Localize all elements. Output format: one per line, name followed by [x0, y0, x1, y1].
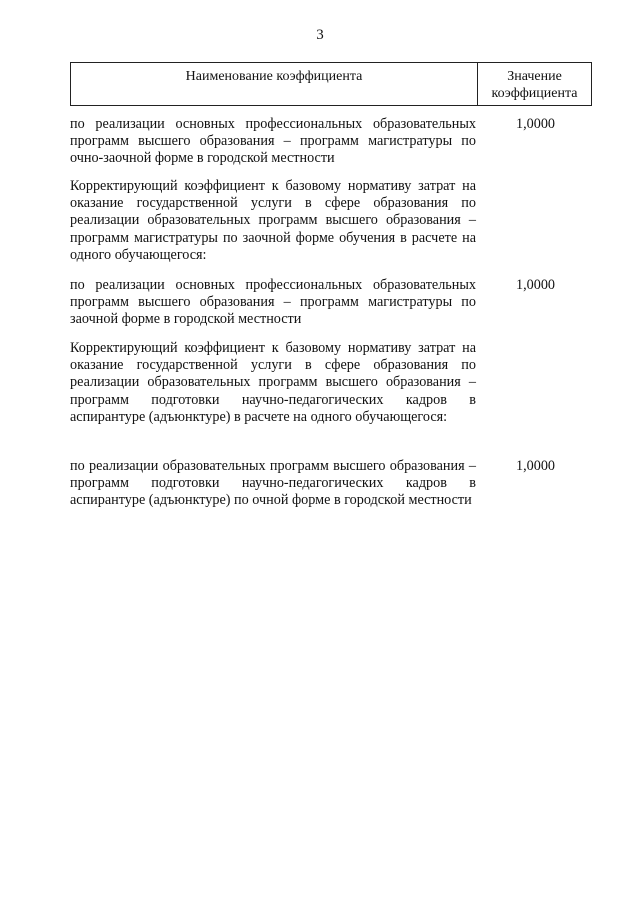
- coefficient-group-title: Корректирующий коэффициент к базовому нормативу затрат на оказание государственной услуги в сфере образования по реализации образовательных программ высшего образования – программ магистратуры по заочной форме обучения в расчете на одного обучающегося:: [70, 178, 476, 263]
- column-header-value-line1: Значение: [507, 69, 562, 84]
- coefficient-name: по реализации основных профессиональных образовательных программ высшего образования – программ магистратуры по заочной форме в городской местности: [70, 277, 476, 328]
- table-row: [70, 116, 592, 168]
- section-heading: [70, 178, 592, 264]
- coefficient-value: 1,0000: [515, 458, 555, 474]
- column-header-value: [478, 63, 591, 105]
- coefficient-value: 1,0000: [515, 277, 555, 293]
- column-header-value-line2: коэффициента: [491, 86, 578, 101]
- page-number: 3: [316, 27, 324, 43]
- table-row: [70, 458, 592, 510]
- coefficient-value: 1,0000: [515, 116, 555, 132]
- table-row: [70, 277, 592, 329]
- coefficient-group-title: Корректирующий коэффициент к базовому нормативу затрат на оказание государственной услуги в сфере образования по реализации образовательных программ высшего образования – программ подготовки научно-педагогических кадров в аспирантуре (адъюнктуре) в расчете на одного обучающегося:: [70, 340, 476, 425]
- column-header-name: Наименование коэффициента: [71, 63, 478, 105]
- section-heading: [70, 340, 592, 426]
- table-header: [70, 62, 592, 106]
- coefficient-name: по реализации основных профессиональных образовательных программ высшего образования – программ магистратуры по очно-заочной форме в городской местности: [70, 116, 476, 167]
- coefficient-name: по реализации образовательных программ высшего образования – программ подготовки научно-педагогических кадров в аспирантуре (адъюнктуре) по очной форме в городской местности: [70, 458, 476, 509]
